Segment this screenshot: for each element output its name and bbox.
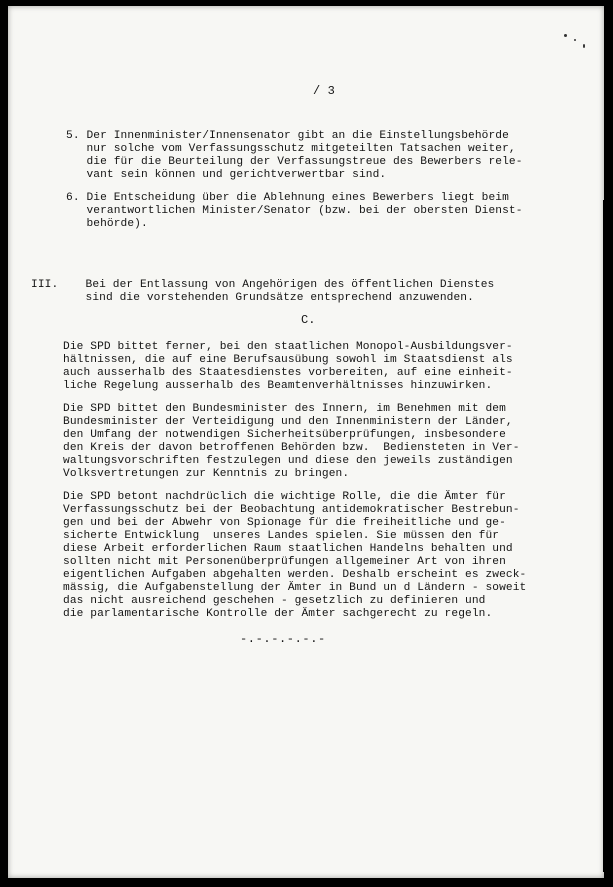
text-line: 5. Der Innenminister/Innensenator gibt an die Einstellungsbehörde [66, 130, 509, 142]
scan-speck [564, 34, 567, 37]
text-line: sollten nicht mit Personenüberprüfungen allgemeiner Art von ihren [63, 556, 506, 568]
text-line: Volksvertretungen zur Kenntnis zu bringen. [63, 468, 350, 480]
text-line: hältnissen, die auf eine Berufsausübung sowohl im Staatsdienst als [63, 354, 513, 366]
page-number: / 3 [313, 84, 335, 98]
text-line: waltungsvorschriften festzulegen und diese den jeweils zuständigen [63, 455, 513, 467]
text-line: Verfassungsschutz bei der Beobachtung antidemokratischer Bestrebun- [63, 504, 520, 516]
text-line: behörde). [66, 218, 148, 230]
text-line: sind die vorstehenden Grundsätze entsprechend anzuwenden. [31, 292, 474, 304]
text-line: gen und bei der Abwehr von Spionage für die freiheitliche und ge- [63, 517, 506, 529]
text-line: Die SPD bittet ferner, bei den staatlichen Monopol-Ausbildungsver- [63, 341, 513, 353]
text-line: die parlamentarische Kontrolle der Ämter sachgerecht zu regeln. [63, 608, 493, 620]
text-line: liche Regelung ausserhalb des Beamtenverhältnisses hinzuwirken. [63, 380, 493, 392]
text-line: vant sein können und gerichtverwertbar sind. [66, 169, 387, 181]
text-line: mässig, die Aufgabenstellung der Ämter in Bund un d Ländern - soweit [63, 582, 527, 594]
text-line: nur solche vom Verfassungsschutz mitgeteilten Tatsachen weiter, [66, 143, 516, 155]
text-line: Die SPD bittet den Bundesminister des Innern, im Benehmen mit dem [63, 403, 506, 415]
text-line: den Umfang der notwendigen Sicherheitsüberprüfungen, insbesondere [63, 429, 506, 441]
document-page [8, 6, 604, 878]
section-heading: C. [301, 313, 316, 327]
text-line: sicherte Entwicklung unseres Landes spielen. Sie müssen den für [63, 530, 500, 542]
text-line: 6. Die Entscheidung über die Ablehnung eines Bewerbers liegt beim [66, 192, 509, 204]
text-line: III. Bei der Entlassung von Angehörigen des öffentlichen Dienstes [31, 279, 495, 291]
scan-edge [603, 200, 613, 872]
text-line: das nicht ausreichend geschehen - gesetzlich zu definieren und [63, 595, 486, 607]
text-line: den Kreis der davon betroffenen Behörden bzw. Bediensteten in Ver- [63, 442, 520, 454]
end-mark: -.-.-.-.-.- [240, 632, 326, 646]
scan-speck [583, 44, 585, 48]
scan-speck [574, 39, 576, 41]
text-line: auch ausserhalb des Staatesdienstes vorbereiten, auf eine einheit- [63, 367, 513, 379]
document-body [8, 6, 604, 878]
text-line: Bundesminister der Verteidigung und den Innenministern der Länder, [63, 416, 513, 428]
text-line: diese Arbeit erforderlichen Raum staatlichen Handelns behalten und [63, 543, 513, 555]
text-line: eigentlichen Aufgaben abgehalten werden. Deshalb erscheint es zweck- [63, 569, 527, 581]
text-line: die für die Beurteilung der Verfassungstreue des Bewerbers rele- [66, 156, 523, 168]
text-line: verantwortlichen Minister/Senator (bzw. bei der obersten Dienst- [66, 205, 523, 217]
text-line: Die SPD betont nachdrüclich die wichtige Rolle, die die Ämter für [63, 491, 506, 503]
